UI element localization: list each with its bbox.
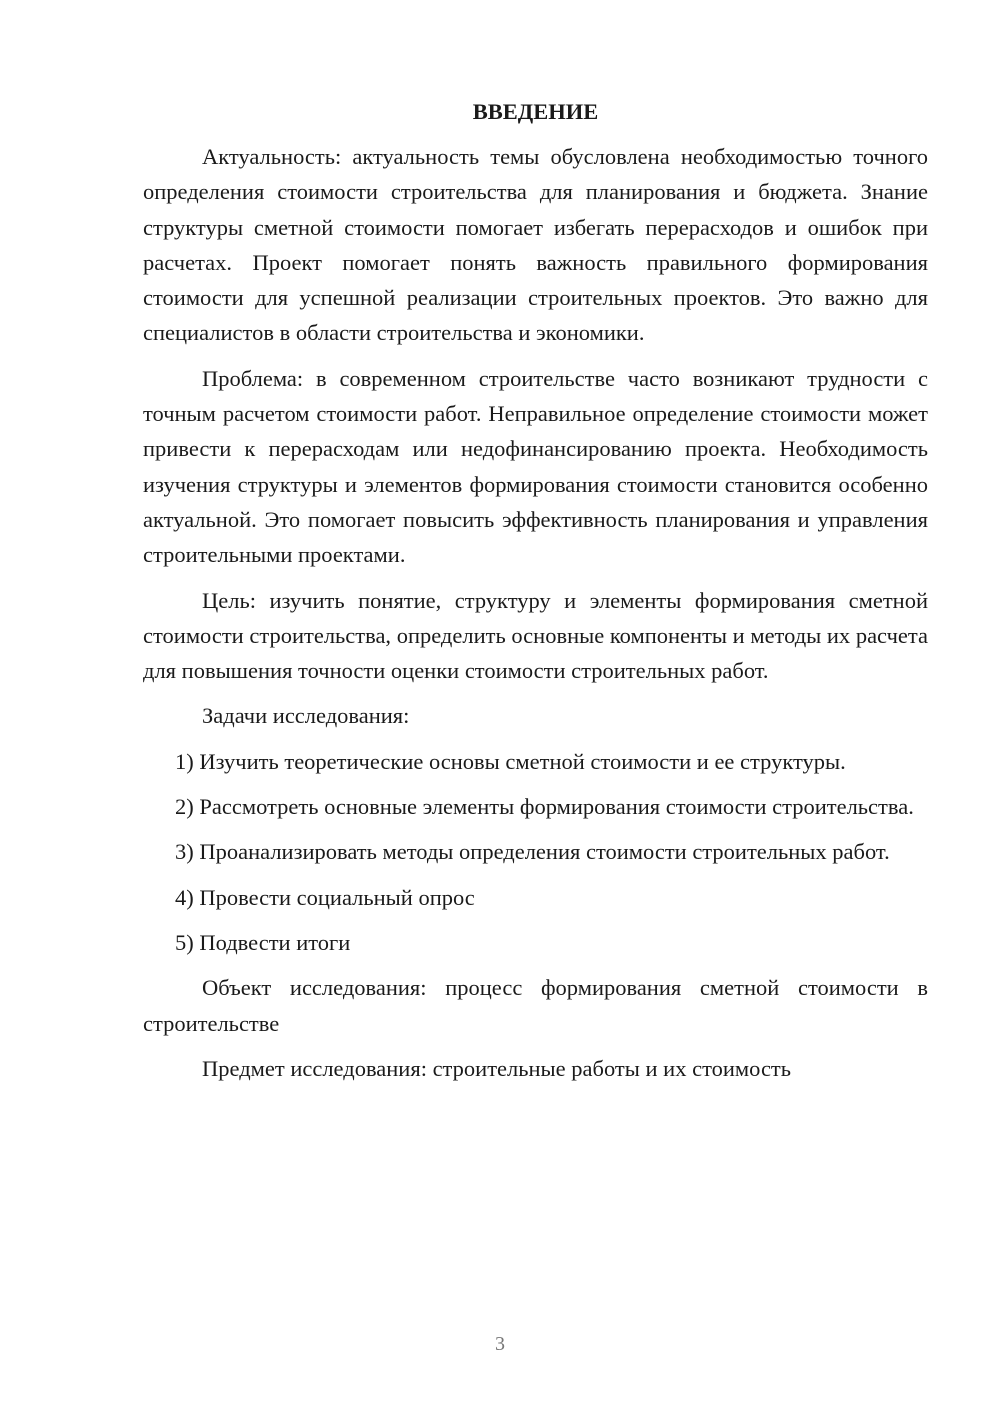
research-subject-paragraph: Предмет исследования: строительные работы и их стоимость — [202, 1055, 792, 1081]
task-item: 4) Провести социальный опрос — [175, 884, 475, 910]
task-item: 1) Изучить теоретические основы сметной стоимости и ее структуры. — [175, 748, 846, 774]
problem-paragraph: Проблема: в современном строительстве часто возникают трудности с точным расчетом стоимости работ. Неправильное определение стоимости может привести к перерасходам или недофинансированию проекта. Необходимость изучения структуры и элементов формирования стоимости становится особенно актуальной. Это помогает повысить эффективность планирования и управления строительными проектами. — [143, 365, 928, 568]
task-item: 5) Подвести итоги — [175, 929, 351, 955]
section-title: ВВЕДЕНИЕ — [472, 99, 599, 124]
task-item: 2) Рассмотреть основные элементы формирования стоимости строительства. — [175, 794, 914, 820]
task-item: 3) Проанализировать методы определения стоимости строительных работ. — [175, 839, 890, 865]
research-object-paragraph: Объект исследования: процесс формирования сметной стоимости в строительстве — [143, 975, 928, 1036]
page-number: 3 — [495, 1333, 505, 1355]
goal-paragraph: Цель: изучить понятие, структуру и элементы формирования сметной стоимости строительства, определить основные компоненты и методы их расчета для повышения точности оценки стоимости строительных работ. — [143, 587, 928, 684]
tasks-heading: Задачи исследования: — [202, 703, 410, 729]
relevance-paragraph: Актуальность: актуальность темы обусловлена необходимостью точного определения стоимости строительства для планирования и бюджета. Знание структуры сметной стоимости помогает избегать перерасходов и ошибок при расчетах. Проект помогает понять важность правильного формирования стоимости для успешной реализации строительных проектов. Это важно для специалистов в области строительства и экономики. — [143, 144, 928, 346]
document-body — [143, 94, 928, 1096]
